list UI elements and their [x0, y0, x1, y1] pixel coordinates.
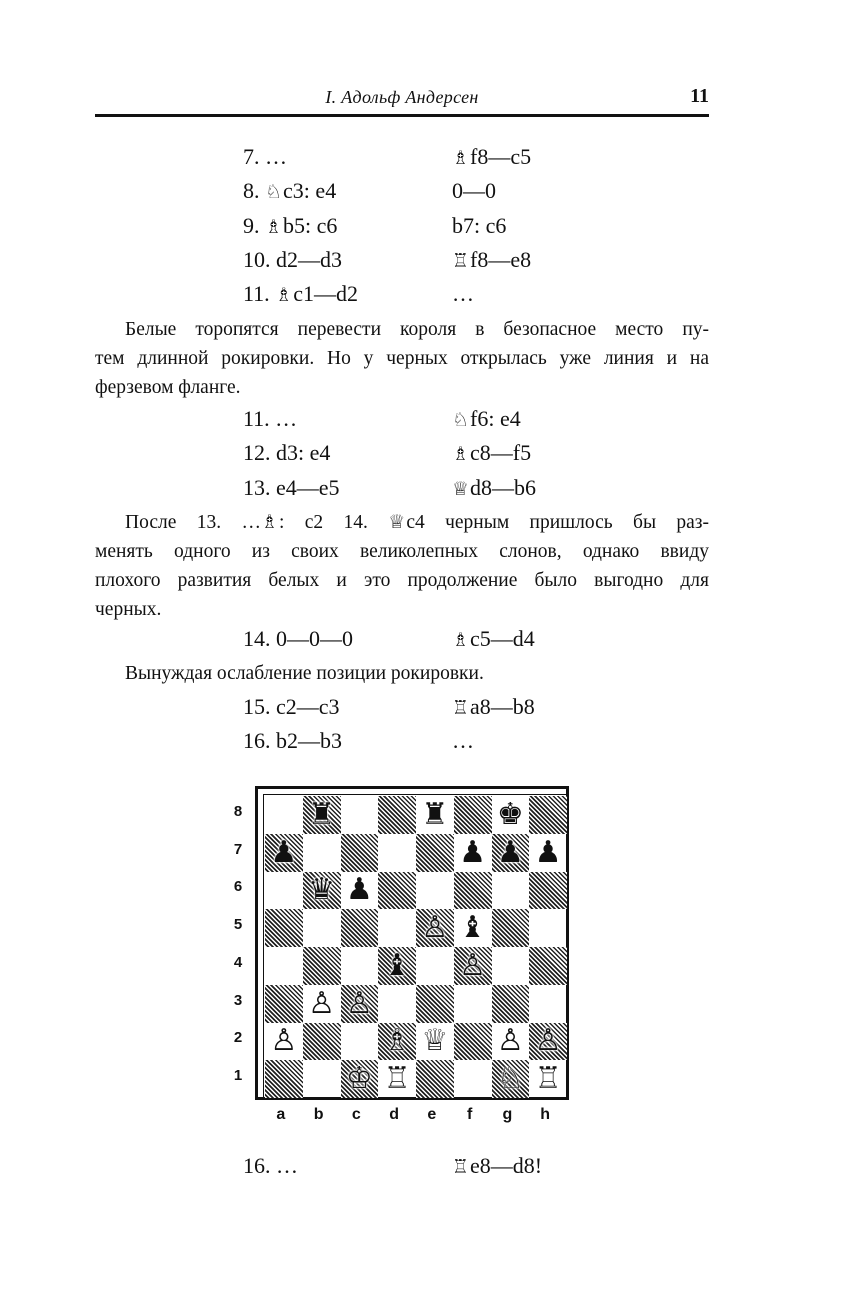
header-rule: [95, 114, 709, 117]
square-e6: [416, 872, 454, 910]
square-c4: [341, 947, 379, 985]
square-b8: [303, 796, 341, 834]
rook-icon: ♖: [452, 249, 470, 272]
white-king-icon: ♔: [345, 1061, 373, 1097]
white-pawn-icon: ♙: [534, 1023, 562, 1059]
square-g4: [492, 947, 530, 985]
square-e8: [416, 796, 454, 834]
square-g7: [492, 834, 530, 872]
square-f2: [454, 1023, 492, 1061]
running-title: I. Адольф Андерсен: [325, 87, 479, 107]
bishop-icon: ♗: [452, 147, 470, 169]
bishop-icon: ♗: [260, 511, 278, 533]
black-move: ♗f8—c5: [452, 144, 532, 169]
black-move: 0—0: [452, 178, 496, 204]
white-move: 11. …: [243, 406, 298, 431]
black-move: ♖e8—d8!: [452, 1153, 543, 1178]
black-move: ♗c5—d4: [452, 626, 535, 651]
black-pawn-icon: ♟: [496, 834, 524, 870]
rank-label: 2: [233, 1029, 243, 1047]
knight-icon: ♘: [265, 181, 283, 204]
white-move: 8. ♘c3: e4: [243, 178, 337, 204]
white-pawn-icon: ♙: [496, 1023, 524, 1059]
square-c8: [341, 796, 379, 834]
white-knight-icon: ♘: [496, 1061, 524, 1097]
queen-icon: ♕: [452, 477, 470, 500]
black-king-icon: ♚: [496, 796, 524, 832]
white-pawn-icon: ♙: [270, 1023, 298, 1059]
white-move: 16. b2—b3: [243, 728, 342, 754]
black-bishop-icon: ♝: [383, 947, 411, 983]
white-move: 10. d2—d3: [243, 246, 342, 272]
bishop-icon: ♗: [452, 443, 470, 466]
white-bishop-icon: ♗: [383, 1023, 411, 1059]
black-pawn-icon: ♟: [534, 834, 562, 870]
square-g2: [492, 1023, 530, 1061]
white-move: 9. ♗b5: c6: [243, 212, 338, 238]
square-f8: [454, 796, 492, 834]
file-label: g: [502, 1106, 513, 1123]
black-rook-icon: ♜: [308, 796, 336, 832]
black-move: ♘f6: e4: [452, 406, 521, 431]
rank-label: 8: [233, 802, 243, 820]
square-a6: [265, 872, 303, 910]
square-f5: [454, 909, 492, 947]
square-c7: [341, 834, 379, 872]
white-pawn-icon: ♙: [421, 910, 449, 946]
square-h8: [529, 796, 567, 834]
square-f4: [454, 947, 492, 985]
square-b1: [303, 1060, 341, 1098]
square-d3: [378, 985, 416, 1023]
square-f6: [454, 872, 492, 910]
square-h1: [529, 1060, 567, 1098]
square-c1: [341, 1060, 379, 1098]
square-c3: [341, 985, 379, 1023]
commentary-paragraph-1: Белые торопятся перевести короля в безопасное место пу- тем длинной рокировки. Но у черных открылась уже линия и на ферзевом фланге.: [95, 319, 709, 398]
black-move: …: [452, 728, 474, 754]
black-move: …: [452, 281, 474, 307]
black-queen-icon: ♛: [308, 872, 336, 908]
file-label: a: [276, 1106, 286, 1123]
white-move: 12. d3: e4: [243, 440, 331, 466]
square-e4: [416, 947, 454, 985]
square-d4: [378, 947, 416, 985]
square-d7: [378, 834, 416, 872]
black-move: ♗c8—f5: [452, 440, 532, 466]
rank-label: 1: [233, 1067, 243, 1085]
square-b4: [303, 947, 341, 985]
white-rook-icon: ♖: [383, 1061, 411, 1097]
white-pawn-icon: ♙: [308, 985, 336, 1021]
rook-icon: ♖: [452, 697, 470, 719]
bishop-icon: ♗: [275, 284, 293, 307]
square-d8: [378, 796, 416, 834]
white-move: 13. e4—e5: [243, 474, 340, 500]
white-move: 11. ♗c1—d2: [243, 281, 358, 307]
rank-label: 6: [233, 878, 243, 896]
black-rook-icon: ♜: [421, 796, 449, 832]
square-e3: [416, 985, 454, 1023]
square-g8: [492, 796, 530, 834]
page-header: [95, 84, 709, 114]
rank-label: 3: [233, 991, 243, 1009]
white-move: 16. …: [243, 1153, 298, 1178]
square-b2: [303, 1023, 341, 1061]
black-bishop-icon: ♝: [459, 910, 487, 946]
square-b7: [303, 834, 341, 872]
square-c2: [341, 1023, 379, 1061]
square-h2: [529, 1023, 567, 1061]
square-e7: [416, 834, 454, 872]
white-move: 14. 0—0—0: [243, 626, 353, 651]
square-a7: [265, 834, 303, 872]
file-label: h: [540, 1106, 551, 1123]
square-g1: [492, 1060, 530, 1098]
black-move: ♕d8—b6: [452, 474, 537, 500]
white-rook-icon: ♖: [534, 1061, 562, 1097]
rank-label: 5: [233, 916, 243, 934]
square-h3: [529, 985, 567, 1023]
square-h5: [529, 909, 567, 947]
black-move: ♖f8—e8: [452, 246, 532, 272]
black-pawn-icon: ♟: [345, 872, 373, 908]
square-e2: [416, 1023, 454, 1061]
square-a1: [265, 1060, 303, 1098]
rank-label: 7: [233, 840, 243, 858]
square-b3: [303, 985, 341, 1023]
square-d6: [378, 872, 416, 910]
knight-icon: ♘: [452, 409, 470, 431]
square-a3: [265, 985, 303, 1023]
bishop-icon: ♗: [265, 215, 283, 238]
file-label: f: [466, 1106, 473, 1123]
square-c6: [341, 872, 379, 910]
black-pawn-icon: ♟: [459, 834, 487, 870]
rank-label: 4: [233, 953, 243, 971]
square-a5: [265, 909, 303, 947]
bishop-icon: ♗: [452, 629, 470, 651]
square-g6: [492, 872, 530, 910]
square-h7: [529, 834, 567, 872]
board-frame: [255, 786, 569, 1100]
square-a2: [265, 1023, 303, 1061]
commentary-paragraph-2: После 13. …♗: c2 14. ♕c4 черным пришлось бы раз- менять одного из своих великолепных слонов, однако ввиду плохого развития белых и это продолжение было выгодно для черных.: [95, 511, 709, 620]
board-grid: [265, 796, 567, 1098]
page-number: 11: [690, 85, 709, 107]
square-g5: [492, 909, 530, 947]
square-f7: [454, 834, 492, 872]
square-d2: [378, 1023, 416, 1061]
file-label: d: [389, 1106, 400, 1123]
rook-icon: ♖: [452, 1156, 470, 1178]
square-h4: [529, 947, 567, 985]
square-g3: [492, 985, 530, 1023]
square-e5: [416, 909, 454, 947]
queen-icon: ♕: [388, 511, 406, 533]
file-label: c: [351, 1106, 361, 1123]
square-b5: [303, 909, 341, 947]
square-f3: [454, 985, 492, 1023]
square-d1: [378, 1060, 416, 1098]
square-c5: [341, 909, 379, 947]
square-a4: [265, 947, 303, 985]
white-pawn-icon: ♙: [459, 947, 487, 983]
black-move: ♖a8—b8: [452, 694, 535, 719]
commentary-paragraph-3: Вынуждая ослабление позиции рокировки.: [125, 663, 484, 684]
file-label: b: [313, 1106, 324, 1123]
black-move: b7: c6: [452, 212, 507, 238]
black-pawn-icon: ♟: [270, 834, 298, 870]
white-queen-icon: ♕: [421, 1023, 449, 1059]
file-label: e: [427, 1106, 437, 1123]
square-e1: [416, 1060, 454, 1098]
white-move: 7. …: [243, 144, 287, 169]
white-move: 15. c2—c3: [243, 694, 340, 719]
square-b6: [303, 872, 341, 910]
square-h6: [529, 872, 567, 910]
square-d5: [378, 909, 416, 947]
white-pawn-icon: ♙: [345, 985, 373, 1021]
square-f1: [454, 1060, 492, 1098]
square-a8: [265, 796, 303, 834]
